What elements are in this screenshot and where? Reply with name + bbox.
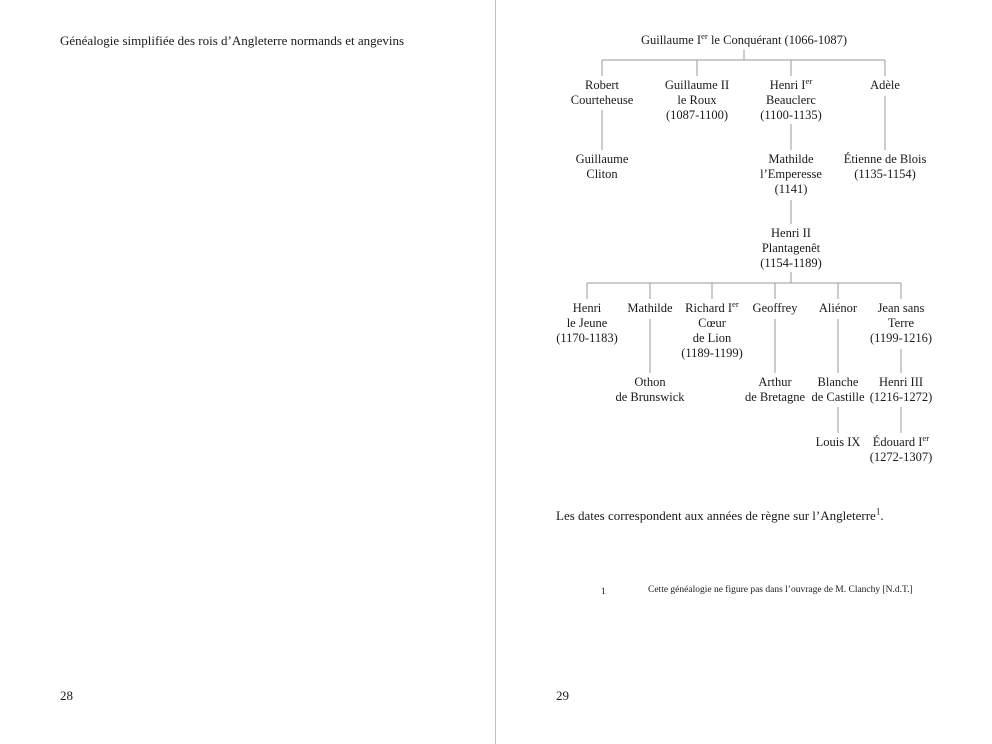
page-number-right: 29 [556,688,569,703]
node-etienne-de-blois: Étienne de Blois (1135-1154) [843,152,927,181]
node-mathilde-daughter: Mathilde [627,301,673,315]
node-guillaume-ii: Guillaume II le Roux (1087-1100) [664,78,730,122]
node-edouard-i: Édouard Ier (1272-1307) [869,432,933,464]
node-alienor: Aliénor [818,301,858,315]
page-number-left: 28 [60,688,73,703]
node-blanche-de-castille: Blanche de Castille [811,375,865,404]
footnote-number: 1 [601,587,606,597]
node-mathilde-emperesse: Mathilde l’Emperesse (1141) [760,152,822,196]
node-othon-de-brunswick: Othon de Brunswick [615,375,685,404]
footnote-reference: 1 [875,506,881,517]
genealogy-caption: Généalogie simplifiée des rois d’Angleterre normands et angevins [60,33,405,48]
node-henri-iii: Henri III (1216-1272) [869,375,933,404]
node-henri-i: Henri Ier Beauclerc (1100-1135) [760,75,822,122]
node-robert-courteheuse: Robert Courteheuse [570,78,634,107]
footnote-text: Cette généalogie ne figure pas dans l’ouvrage de M. Clanchy [N.d.T.] [648,585,913,595]
dates-note-text: Les dates correspondent aux années de règne sur l’Angleterre [556,508,876,523]
node-arthur-de-bretagne: Arthur de Bretagne [744,375,806,404]
node-henri-le-jeune: Henri le Jeune (1170-1183) [556,301,618,345]
node-guillaume-cliton: Guillaume Cliton [575,152,629,181]
node-henri-ii: Henri II Plantagenêt (1154-1189) [760,226,822,270]
dates-note: Les dates correspondent aux années de règne sur l’Angleterre$^1$. [556,506,884,523]
node-adele: Adèle [870,78,900,92]
node-louis-ix: Louis IX [815,435,861,449]
node-geoffrey: Geoffrey [752,301,798,315]
node-richard-i: Richard Ier Cœur de Lion (1189-1199) [681,298,743,360]
node-guillaume-i: Guillaume Ier le Conquérant (1066-1087) [640,30,848,47]
node-jean-sans-terre: Jean sans Terre (1199-1216) [869,301,933,345]
